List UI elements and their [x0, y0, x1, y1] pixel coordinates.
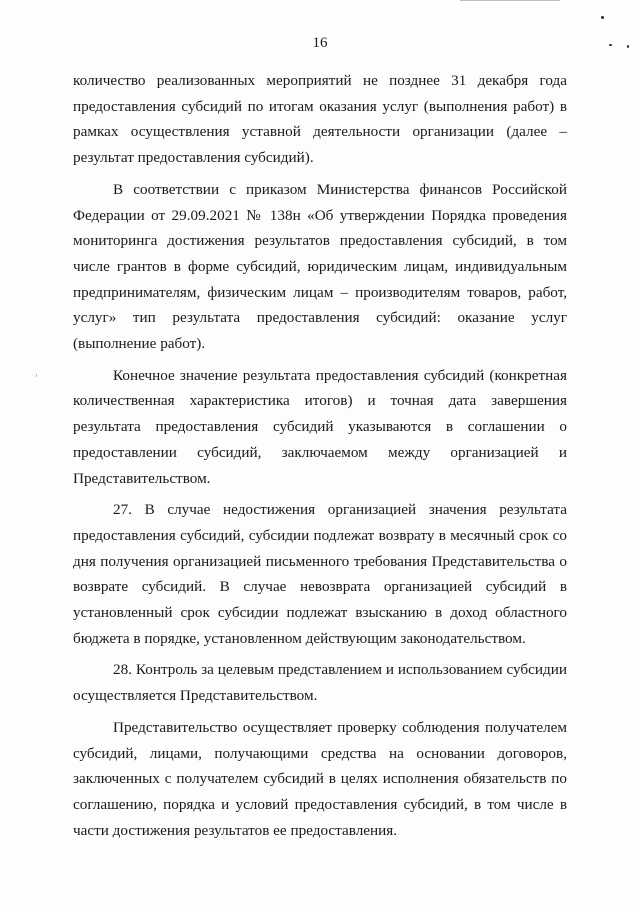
page-number: 16 [312, 35, 328, 51]
paragraph-final-value: Конечное значение результата предоставления субсидий (конкретная количественная характеристика итогов) и точная дата завершения результата предоставления субсидий указываются в соглашении о предоставлении субсидий, заключаемом между организацией и Представительством. [73, 366, 567, 487]
scan-speck [601, 16, 604, 19]
paragraph-clause-28: 28. Контроль за целевым представлением и использованием субсидии осуществляется Представительством. [73, 661, 567, 705]
paragraph-compliance-check: Представительство осуществляет проверку соблюдения получателем субсидий, лицами, получающими средства на основании договоров, заключенных с получателем субсидий в целях исполнения обязательств по соглашению, порядка и условий предоставления субсидий, в том числе в части достижения результатов ее предоставления. [73, 718, 567, 839]
paragraph-result-definition: количество реализованных мероприятий не позднее 31 декабря года предоставления субсидий по итогам оказания услуг (выполнения работ) в рамках осуществления уставной деятельности организации (далее – результат предоставления субсидий). [73, 72, 567, 167]
scan-speck [36, 374, 37, 377]
paragraph-ministry-order: В соответствии с приказом Министерства финансов Российской Федерации от 29.09.2021 № 138н «Об утверждении Порядка проведения мониторинга достижения результатов предоставления субсидий, в том числе грантов в форме субсидий, юридическим лицам, индивидуальным предпринимателям, физическим лицам – производителям товаров, работ, услуг» тип результата предоставления субсидий: оказание услуг (выполнение работ). [73, 180, 567, 353]
document-body [73, 68, 567, 849]
paragraph-clause-27: 27. В случае недостижения организацией значения результата предоставления субсидий, субсидии подлежат возврату в месячный срок со дня получения организацией письменного требования Представительства о возврате субсидий. В случае невозврата организацией субсидий в установленный срок субсидии подлежат взысканию в доход областного бюджета в порядке, установленном действующим законодательством. [73, 501, 567, 647]
scan-edge-line [460, 0, 560, 1]
